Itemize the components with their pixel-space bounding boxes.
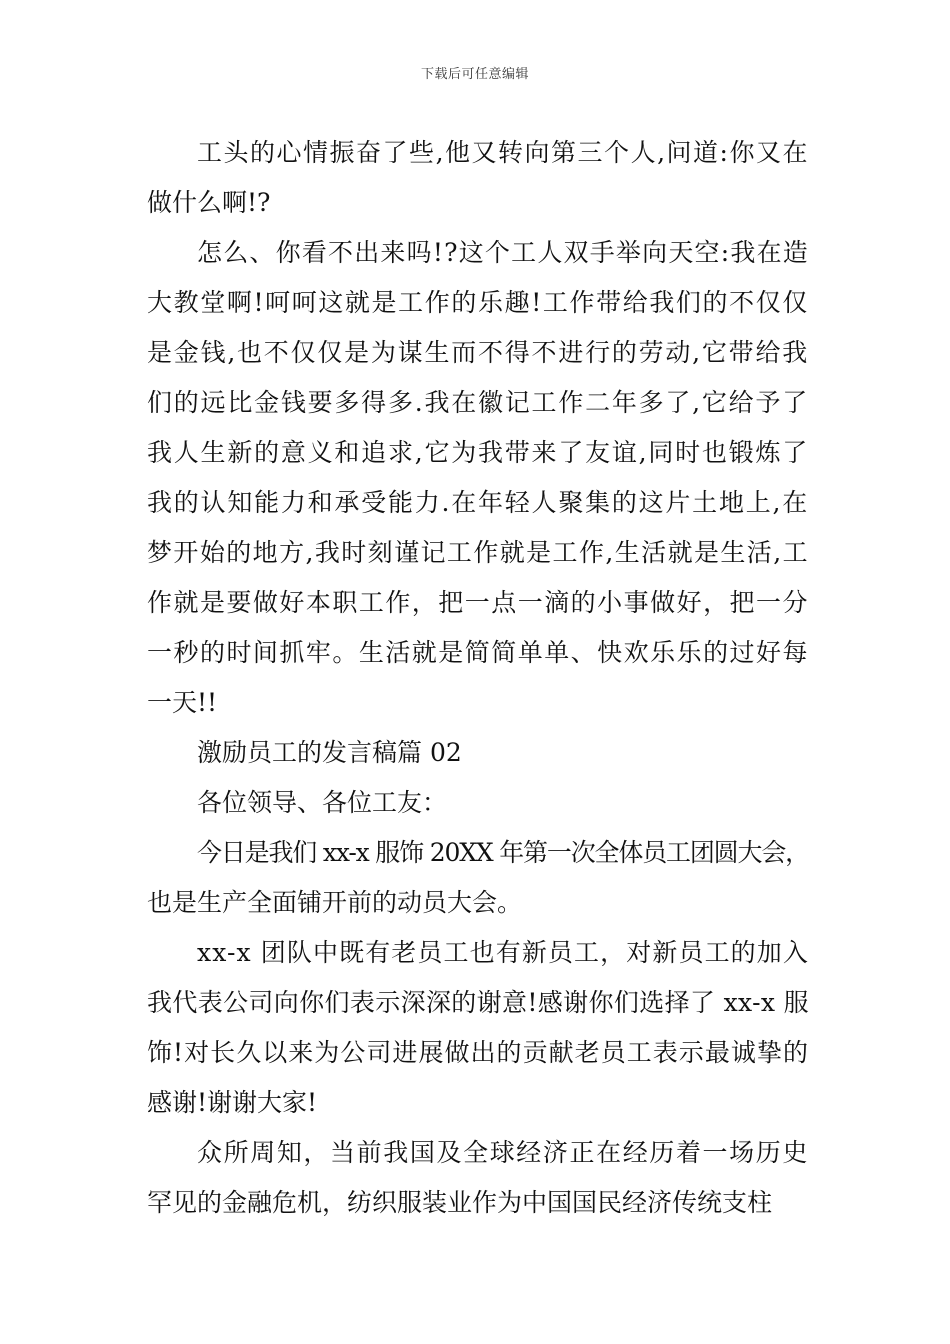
text-line: 今日是我们 xx-x 服饰 20XX 年第一次全体员工团圆大会， xyxy=(197,838,809,867)
text-line: 众所周知，当前我国及全球经济正在经历着一场历史 xyxy=(197,1138,809,1167)
text-line: 我代表公司向你们表示深深的谢意!感谢你们选择了 xx-x 服 xyxy=(147,988,809,1017)
text-line: 感谢!谢谢大家! xyxy=(147,1088,318,1117)
text-line: 罕见的金融危机，纺织服装业作为中国国民经济传统支柱 xyxy=(147,1188,773,1217)
text-line: 各位领导、各位工友： xyxy=(197,788,448,817)
page-header: 下载后可任意编辑 xyxy=(420,67,529,82)
text-line: 一天!! xyxy=(147,688,218,717)
text-line: 是金钱,也不仅仅是为谋生而不得不进行的劳动,它带给我 xyxy=(147,338,809,367)
text-line: 我人生新的意义和追求,它为我带来了友谊,同时也锻炼了 xyxy=(147,438,809,467)
text-line: 工头的心情振奋了些,他又转向第三个人,问道:你又在 xyxy=(197,138,809,167)
text-line: 做什么啊!? xyxy=(147,188,271,217)
text-line: 一秒的时间抓牢。生活就是简简单单、快欢乐乐的过好每 xyxy=(147,638,809,667)
text-line: 也是生产全面铺开前的动员大会。 xyxy=(147,888,523,917)
text-line: 大教堂啊!呵呵这就是工作的乐趣!工作带给我们的不仅仅 xyxy=(147,288,809,317)
document-body xyxy=(147,128,809,1228)
text-line: 我的认知能力和承受能力.在年轻人聚集的这片土地上,在 xyxy=(147,488,809,517)
text-line: 梦开始的地方,我时刻谨记工作就是工作,生活就是生活,工 xyxy=(147,538,809,567)
text-line: 怎么、你看不出来吗!?这个工人双手举向天空:我在造 xyxy=(197,238,809,267)
text-line: 作就是要做好本职工作，把一点一滴的小事做好，把一分 xyxy=(147,588,809,617)
text-line: 们的远比金钱要多得多.我在徽记工作二年多了,它给予了 xyxy=(147,388,809,417)
text-line: xx-x 团队中既有老员工也有新员工，对新员工的加入 xyxy=(197,938,809,967)
text-line: 饰!对长久以来为公司进展做出的贡献老员工表示最诚挚的 xyxy=(147,1038,809,1067)
text-line: 激励员工的发言稿篇 02 xyxy=(197,738,462,767)
